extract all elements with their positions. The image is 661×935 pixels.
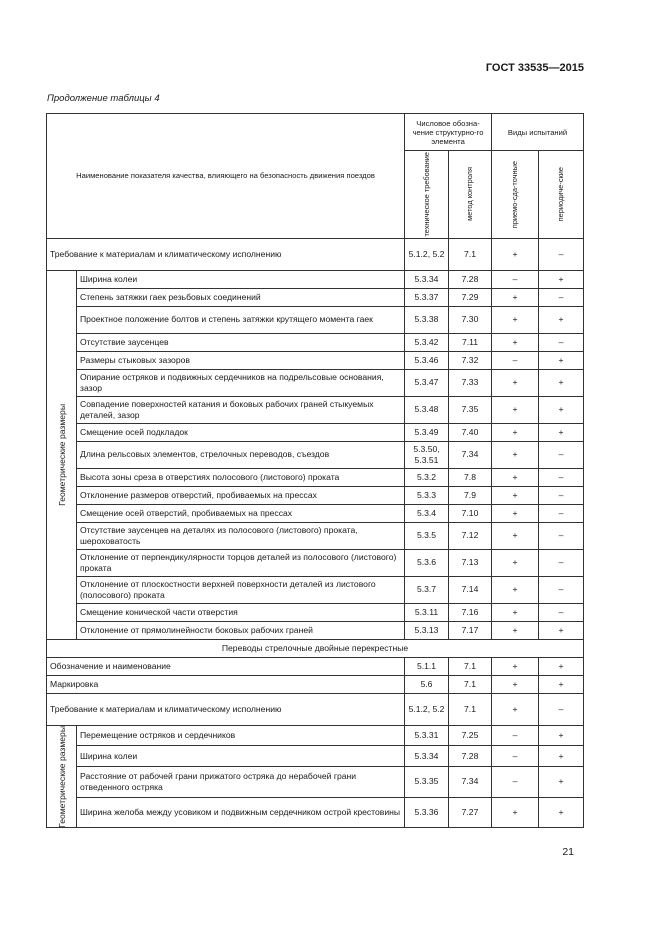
periodic-mark: –: [539, 441, 584, 468]
indicator-name: Проектное положение болтов и степень затяжки крутящего момента гаек: [77, 306, 405, 333]
tech-req-value: 5.3.48: [405, 396, 449, 423]
periodic-mark: –: [539, 468, 584, 486]
table-row: [47, 270, 584, 288]
periodic-mark: +: [539, 351, 584, 369]
periodic-mark: –: [539, 693, 584, 725]
method-value: 7.32: [449, 351, 492, 369]
tech-req-value: 5.3.13: [405, 621, 449, 639]
indicator-name: Ширина колеи: [77, 746, 405, 767]
group-label-text: Геометрические размеры: [56, 725, 67, 828]
table-row: [47, 675, 584, 693]
tech-req-value: 5.3.6: [405, 549, 449, 576]
table-row: [47, 351, 584, 369]
method-value: 7.27: [449, 797, 492, 828]
standard-code: ГОСТ 33535—2015: [485, 62, 584, 74]
method-value: 7.1: [449, 675, 492, 693]
table-row: [47, 504, 584, 522]
quality-table: [46, 113, 584, 828]
method-value: 7.35: [449, 396, 492, 423]
tech-req-value: 5.3.46: [405, 351, 449, 369]
indicator-name: Опирание остряков и подвижных сердечников на подрельсовые основания, зазор: [77, 369, 405, 396]
tech-req-value: 5.3.34: [405, 746, 449, 767]
method-value: 7.40: [449, 423, 492, 441]
periodic-mark: +: [539, 396, 584, 423]
periodic-mark: +: [539, 657, 584, 675]
method-value: 7.33: [449, 369, 492, 396]
table-caption: Продолжение таблицы 4: [47, 93, 160, 104]
section-row: [47, 639, 584, 657]
method-value: 7.34: [449, 766, 492, 797]
periodic-mark: +: [539, 621, 584, 639]
table-row: [47, 693, 584, 725]
indicator-name: Размеры стыковых зазоров: [77, 351, 405, 369]
indicator-name: Ширина колеи: [77, 270, 405, 288]
tech-req-value: 5.3.38: [405, 306, 449, 333]
method-value: 7.8: [449, 468, 492, 486]
table-row: [47, 369, 584, 396]
header-periodic: периодиче-ские: [539, 151, 584, 239]
periodic-mark: +: [539, 675, 584, 693]
acceptance-mark: +: [492, 621, 539, 639]
periodic-mark: +: [539, 306, 584, 333]
acceptance-mark: –: [492, 766, 539, 797]
tech-req-value: 5.1.2, 5.2: [405, 238, 449, 270]
header-numeric-designation: Числовое обозна-чение структурно-го элемента: [405, 114, 492, 151]
table-row: [47, 549, 584, 576]
indicator-name: Ширина желоба между усовиком и подвижным сердечником острой крестовины: [77, 797, 405, 828]
table-row: [47, 396, 584, 423]
method-value: 7.16: [449, 603, 492, 621]
tech-req-value: 5.3.3: [405, 486, 449, 504]
indicator-name: Отклонение размеров отверстий, пробиваемых на прессах: [77, 486, 405, 504]
indicator-name: Отклонение от перпендикулярности торцов деталей из полосового (листового) проката: [77, 549, 405, 576]
acceptance-mark: +: [492, 306, 539, 333]
acceptance-mark: +: [492, 238, 539, 270]
acceptance-mark: –: [492, 746, 539, 767]
method-value: 7.11: [449, 333, 492, 351]
indicator-name: Отсутствие заусенцев: [77, 333, 405, 351]
acceptance-mark: +: [492, 468, 539, 486]
method-value: 7.1: [449, 657, 492, 675]
indicator-name: Смещение осей подкладок: [77, 423, 405, 441]
tech-req-value: 5.3.5: [405, 522, 449, 549]
periodic-mark: –: [539, 504, 584, 522]
table-row: [47, 657, 584, 675]
indicator-name: Длина рельсовых элементов, стрелочных переводов, съездов: [77, 441, 405, 468]
indicator-name: Отклонение от плоскостности верхней поверхности деталей из листового (полосового) проката: [77, 576, 405, 603]
table-row: [47, 603, 584, 621]
table-row: [47, 522, 584, 549]
tech-req-value: 5.3.42: [405, 333, 449, 351]
tech-req-value: 5.3.34: [405, 270, 449, 288]
page-number: 21: [562, 846, 574, 858]
tech-req-value: 5.3.47: [405, 369, 449, 396]
acceptance-mark: –: [492, 270, 539, 288]
table-row: [47, 306, 584, 333]
indicator-name: Требование к материалам и климатическому исполнению: [47, 238, 405, 270]
acceptance-mark: +: [492, 486, 539, 504]
table-row: [47, 621, 584, 639]
indicator-name: Смещение конической части отверстия: [77, 603, 405, 621]
periodic-mark: –: [539, 486, 584, 504]
table-row: [47, 797, 584, 828]
method-value: 7.25: [449, 725, 492, 746]
header-method: метод контроля: [449, 151, 492, 239]
method-value: 7.1: [449, 238, 492, 270]
acceptance-mark: +: [492, 657, 539, 675]
acceptance-mark: +: [492, 504, 539, 522]
acceptance-mark: +: [492, 797, 539, 828]
tech-req-value: 5.3.4: [405, 504, 449, 522]
periodic-mark: –: [539, 238, 584, 270]
periodic-mark: –: [539, 288, 584, 306]
periodic-mark: –: [539, 522, 584, 549]
acceptance-mark: +: [492, 369, 539, 396]
method-value: 7.10: [449, 504, 492, 522]
table-row: [47, 333, 584, 351]
indicator-name: Высота зоны среза в отверстиях полосового (листового) проката: [77, 468, 405, 486]
tech-req-value: 5.6: [405, 675, 449, 693]
acceptance-mark: +: [492, 675, 539, 693]
acceptance-mark: +: [492, 603, 539, 621]
table-row: [47, 238, 584, 270]
method-value: 7.34: [449, 441, 492, 468]
indicator-name: Перемещение остряков и сердечников: [77, 725, 405, 746]
acceptance-mark: +: [492, 396, 539, 423]
acceptance-mark: +: [492, 549, 539, 576]
indicator-name: Степень затяжки гаек резьбовых соединений: [77, 288, 405, 306]
method-value: 7.28: [449, 746, 492, 767]
method-value: 7.28: [449, 270, 492, 288]
table-row: [47, 288, 584, 306]
periodic-mark: –: [539, 603, 584, 621]
acceptance-mark: +: [492, 333, 539, 351]
table-row: [47, 486, 584, 504]
tech-req-value: 5.3.7: [405, 576, 449, 603]
acceptance-mark: +: [492, 423, 539, 441]
table-row: [47, 441, 584, 468]
header-test-types: Виды испытаний: [492, 114, 584, 151]
acceptance-mark: –: [492, 351, 539, 369]
table-row: [47, 766, 584, 797]
method-value: 7.30: [449, 306, 492, 333]
section-title: Переводы стрелочные двойные перекрестные: [47, 639, 584, 657]
periodic-mark: +: [539, 766, 584, 797]
tech-req-value: 5.3.36: [405, 797, 449, 828]
method-value: 7.9: [449, 486, 492, 504]
method-value: 7.14: [449, 576, 492, 603]
acceptance-mark: +: [492, 576, 539, 603]
header-acceptance: приемо-сда-точные: [492, 151, 539, 239]
header-tech-req: техническое требование: [405, 151, 449, 239]
indicator-name: Обозначение и наименование: [47, 657, 405, 675]
acceptance-mark: –: [492, 725, 539, 746]
indicator-name: Совпадение поверхностей катания и боковых рабочих граней стыкуемых деталей, зазор: [77, 396, 405, 423]
group-label-text: Геометрические размеры: [56, 403, 67, 506]
periodic-mark: +: [539, 270, 584, 288]
acceptance-mark: +: [492, 693, 539, 725]
tech-req-value: 5.3.31: [405, 725, 449, 746]
tech-req-value: 5.3.11: [405, 603, 449, 621]
indicator-name: Маркировка: [47, 675, 405, 693]
tech-req-value: 5.3.50, 5.3.51: [405, 441, 449, 468]
periodic-mark: –: [539, 576, 584, 603]
method-value: 7.13: [449, 549, 492, 576]
tech-req-value: 5.3.35: [405, 766, 449, 797]
acceptance-mark: +: [492, 441, 539, 468]
header-indicator-name: Наименование показателя качества, влияющего на безопасность движения поездов: [47, 114, 405, 239]
indicator-name: Смещение осей отверстий, пробиваемых на прессах: [77, 504, 405, 522]
tech-req-value: 5.3.37: [405, 288, 449, 306]
periodic-mark: +: [539, 423, 584, 441]
tech-req-value: 5.3.2: [405, 468, 449, 486]
tech-req-value: 5.1.1: [405, 657, 449, 675]
group-label: [47, 725, 77, 828]
indicator-name: Отклонение от прямолинейности боковых рабочих граней: [77, 621, 405, 639]
periodic-mark: +: [539, 369, 584, 396]
tech-req-value: 5.1.2, 5.2: [405, 693, 449, 725]
method-value: 7.12: [449, 522, 492, 549]
method-value: 7.17: [449, 621, 492, 639]
indicator-name: Отсутствие заусенцев на деталях из полосового (листового) проката, шероховатость: [77, 522, 405, 549]
periodic-mark: +: [539, 725, 584, 746]
indicator-name: Расстояние от рабочей грани прижатого остряка до нерабочей грани отведенного остряка: [77, 766, 405, 797]
tech-req-value: 5.3.49: [405, 423, 449, 441]
table-row: [47, 423, 584, 441]
method-value: 7.1: [449, 693, 492, 725]
group-label: [47, 270, 77, 639]
acceptance-mark: +: [492, 522, 539, 549]
periodic-mark: –: [539, 549, 584, 576]
table-row: [47, 576, 584, 603]
table-row: [47, 725, 584, 746]
method-value: 7.29: [449, 288, 492, 306]
table-row: [47, 468, 584, 486]
acceptance-mark: +: [492, 288, 539, 306]
periodic-mark: –: [539, 333, 584, 351]
periodic-mark: +: [539, 746, 584, 767]
indicator-name: Требование к материалам и климатическому исполнению: [47, 693, 405, 725]
periodic-mark: +: [539, 797, 584, 828]
table-row: [47, 746, 584, 767]
